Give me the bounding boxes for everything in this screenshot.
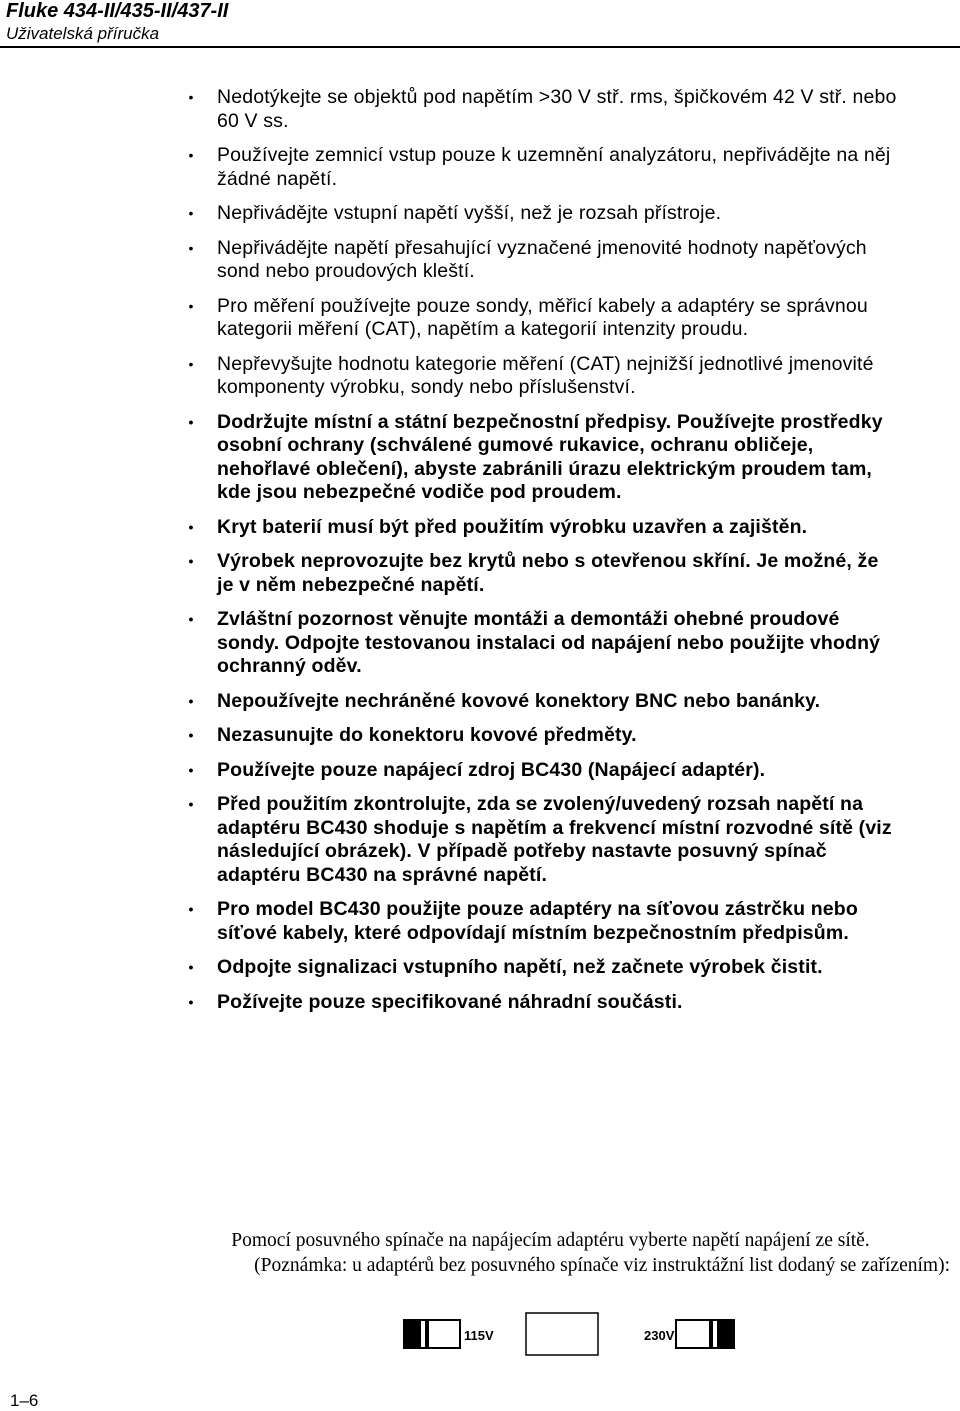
- document-subtitle: Uživatelská příručka: [6, 24, 160, 43]
- safety-warning-item: [0, 759, 960, 783]
- bullet-icon: •: [188, 727, 194, 743]
- bullet-icon: •: [188, 761, 194, 778]
- safety-warning-text: Odpojte signalizaci vstupního napětí, než začnete výrobek čistit.: [217, 956, 823, 978]
- bullet-icon: •: [188, 297, 194, 314]
- safety-warning-item: [0, 793, 960, 887]
- bullet-icon: •: [188, 959, 194, 975]
- switch-115v-position: [404, 1320, 494, 1348]
- safety-warning-text: Používejte pouze napájecí zdroj BC430 (Napájecí adaptér).: [217, 758, 766, 781]
- safety-warning-item: [0, 86, 960, 133]
- page-number: 1–6: [10, 1391, 39, 1410]
- bullet-icon: •: [188, 205, 194, 221]
- safety-warnings-list: [0, 86, 960, 1025]
- bullet-icon: •: [188, 355, 194, 372]
- switch-230v-position: [644, 1320, 734, 1348]
- safety-warning-item: [0, 898, 960, 945]
- safety-warning-item: [0, 237, 960, 284]
- safety-warning-text: Nezasunujte do konektoru kovové předměty.: [217, 724, 637, 746]
- safety-warning-item: [0, 608, 960, 679]
- header-divider: [0, 46, 960, 48]
- bullet-icon: •: [188, 611, 194, 627]
- safety-warning-item: [0, 550, 960, 597]
- safety-warning-text: Před použitím zkontrolujte, zda se zvolený/uvedený rozsah napětí na adaptéru BC430 shoduje s napětím a frekvencí místní rozvodné sítě (viz následující obrázek). V případě potřeby nastavte posuvný spínač adaptéru BC430 na správné napětí.: [217, 793, 892, 886]
- bullet-icon: •: [188, 901, 194, 917]
- safety-warning-text: Nepřivádějte napětí přesahující vyznačené jmenovité hodnoty napěťových sond nebo proudových kleští.: [217, 236, 867, 282]
- safety-warning-item: [0, 353, 960, 400]
- safety-warning-item: [0, 991, 960, 1015]
- bullet-icon: •: [188, 553, 194, 569]
- safety-warning-text: Zvláštní pozornost věnujte montáži a demontáži ohebné proudové sondy. Odpojte testovanou instalaci od napájení nebo použijte vhodný ochranný oděv.: [217, 608, 881, 677]
- safety-warning-text: Požívejte pouze specifikované náhradní součásti.: [217, 990, 683, 1013]
- bullet-icon: •: [188, 518, 194, 535]
- safety-warning-item: [0, 724, 960, 748]
- label-230v: 230V: [644, 1328, 675, 1343]
- safety-warning-text: Pro měření používejte pouze sondy, měřicí kabely a adaptéry se správnou kategorii měření (CAT), napětím a kategorií intenzity proudu.: [217, 294, 868, 340]
- bullet-icon: •: [188, 239, 194, 256]
- safety-warning-text: Dodržujte místní a státní bezpečnostní předpisy. Používejte prostředky osobní ochrany (schválené gumové rukavice, ochranu obličeje, nehořlavé oblečení), abyste zabránili úrazu elektrickým proudem tam, kde jsou nebezpečné vodiče pod proudem.: [217, 410, 883, 503]
- safety-warning-text: Nedotýkejte se objektů pod napětím >30 V stř. rms, špičkovém 42 V stř. nebo 60 V ss.: [217, 86, 897, 132]
- voltage-note-line-2: (Poznámka: u adaptérů bez posuvného spínače viz instruktážní list dodaný se zařízením):: [254, 1255, 950, 1276]
- label-115v: 115V: [464, 1328, 494, 1343]
- page-header: [6, 0, 228, 44]
- safety-warning-text: Nepoužívejte nechráněné kovové konektory BNC nebo banánky.: [217, 689, 821, 712]
- bullet-icon: •: [188, 413, 194, 430]
- bullet-icon: •: [188, 796, 194, 812]
- bullet-icon: •: [188, 993, 194, 1010]
- safety-warning-text: Výrobek neprovozujte bez krytů nebo s otevřenou skříní. Je možné, že je v něm nebezpečné napětí.: [217, 550, 879, 596]
- voltage-switch-diagram: [400, 1310, 740, 1358]
- safety-warning-text: Nepřivádějte vstupní napětí vyšší, než je rozsah přístroje.: [217, 202, 722, 224]
- safety-warning-item: [0, 690, 960, 714]
- document-title: Fluke 434-II/435-II/437-II: [6, 0, 229, 22]
- voltage-note: [0, 1228, 960, 1276]
- voltage-note-line-1: Pomocí posuvného spínače na napájecím adaptéru vyberte napětí napájení ze sítě.: [231, 1230, 870, 1251]
- safety-warning-text: Nepřevyšujte hodnotu kategorie měření (CAT) nejnižší jednotlivé jmenovité komponenty výrobku, sondy nebo příslušenství.: [217, 352, 874, 398]
- bullet-icon: •: [188, 147, 194, 163]
- safety-warning-item: [0, 295, 960, 342]
- safety-warning-text: Kryt baterií musí být před použitím výrobku uzavřen a zajištěn.: [217, 515, 808, 538]
- safety-warning-item: [0, 956, 960, 980]
- safety-warning-item: [0, 202, 960, 226]
- bullet-icon: •: [188, 89, 194, 105]
- safety-warning-item: [0, 411, 960, 505]
- safety-warning-text: Pro model BC430 použijte pouze adaptéry na síťovou zástrčku nebo síťové kabely, které odpovídají místním bezpečnostním předpisům.: [217, 898, 858, 944]
- safety-warning-text: Používejte zemnicí vstup pouze k uzemnění analyzátoru, nepřivádějte na něj žádné napětí.: [217, 144, 891, 190]
- safety-warning-item: [0, 144, 960, 191]
- adapter-body: [526, 1313, 598, 1355]
- bullet-icon: •: [188, 692, 194, 709]
- safety-warning-item: [0, 516, 960, 540]
